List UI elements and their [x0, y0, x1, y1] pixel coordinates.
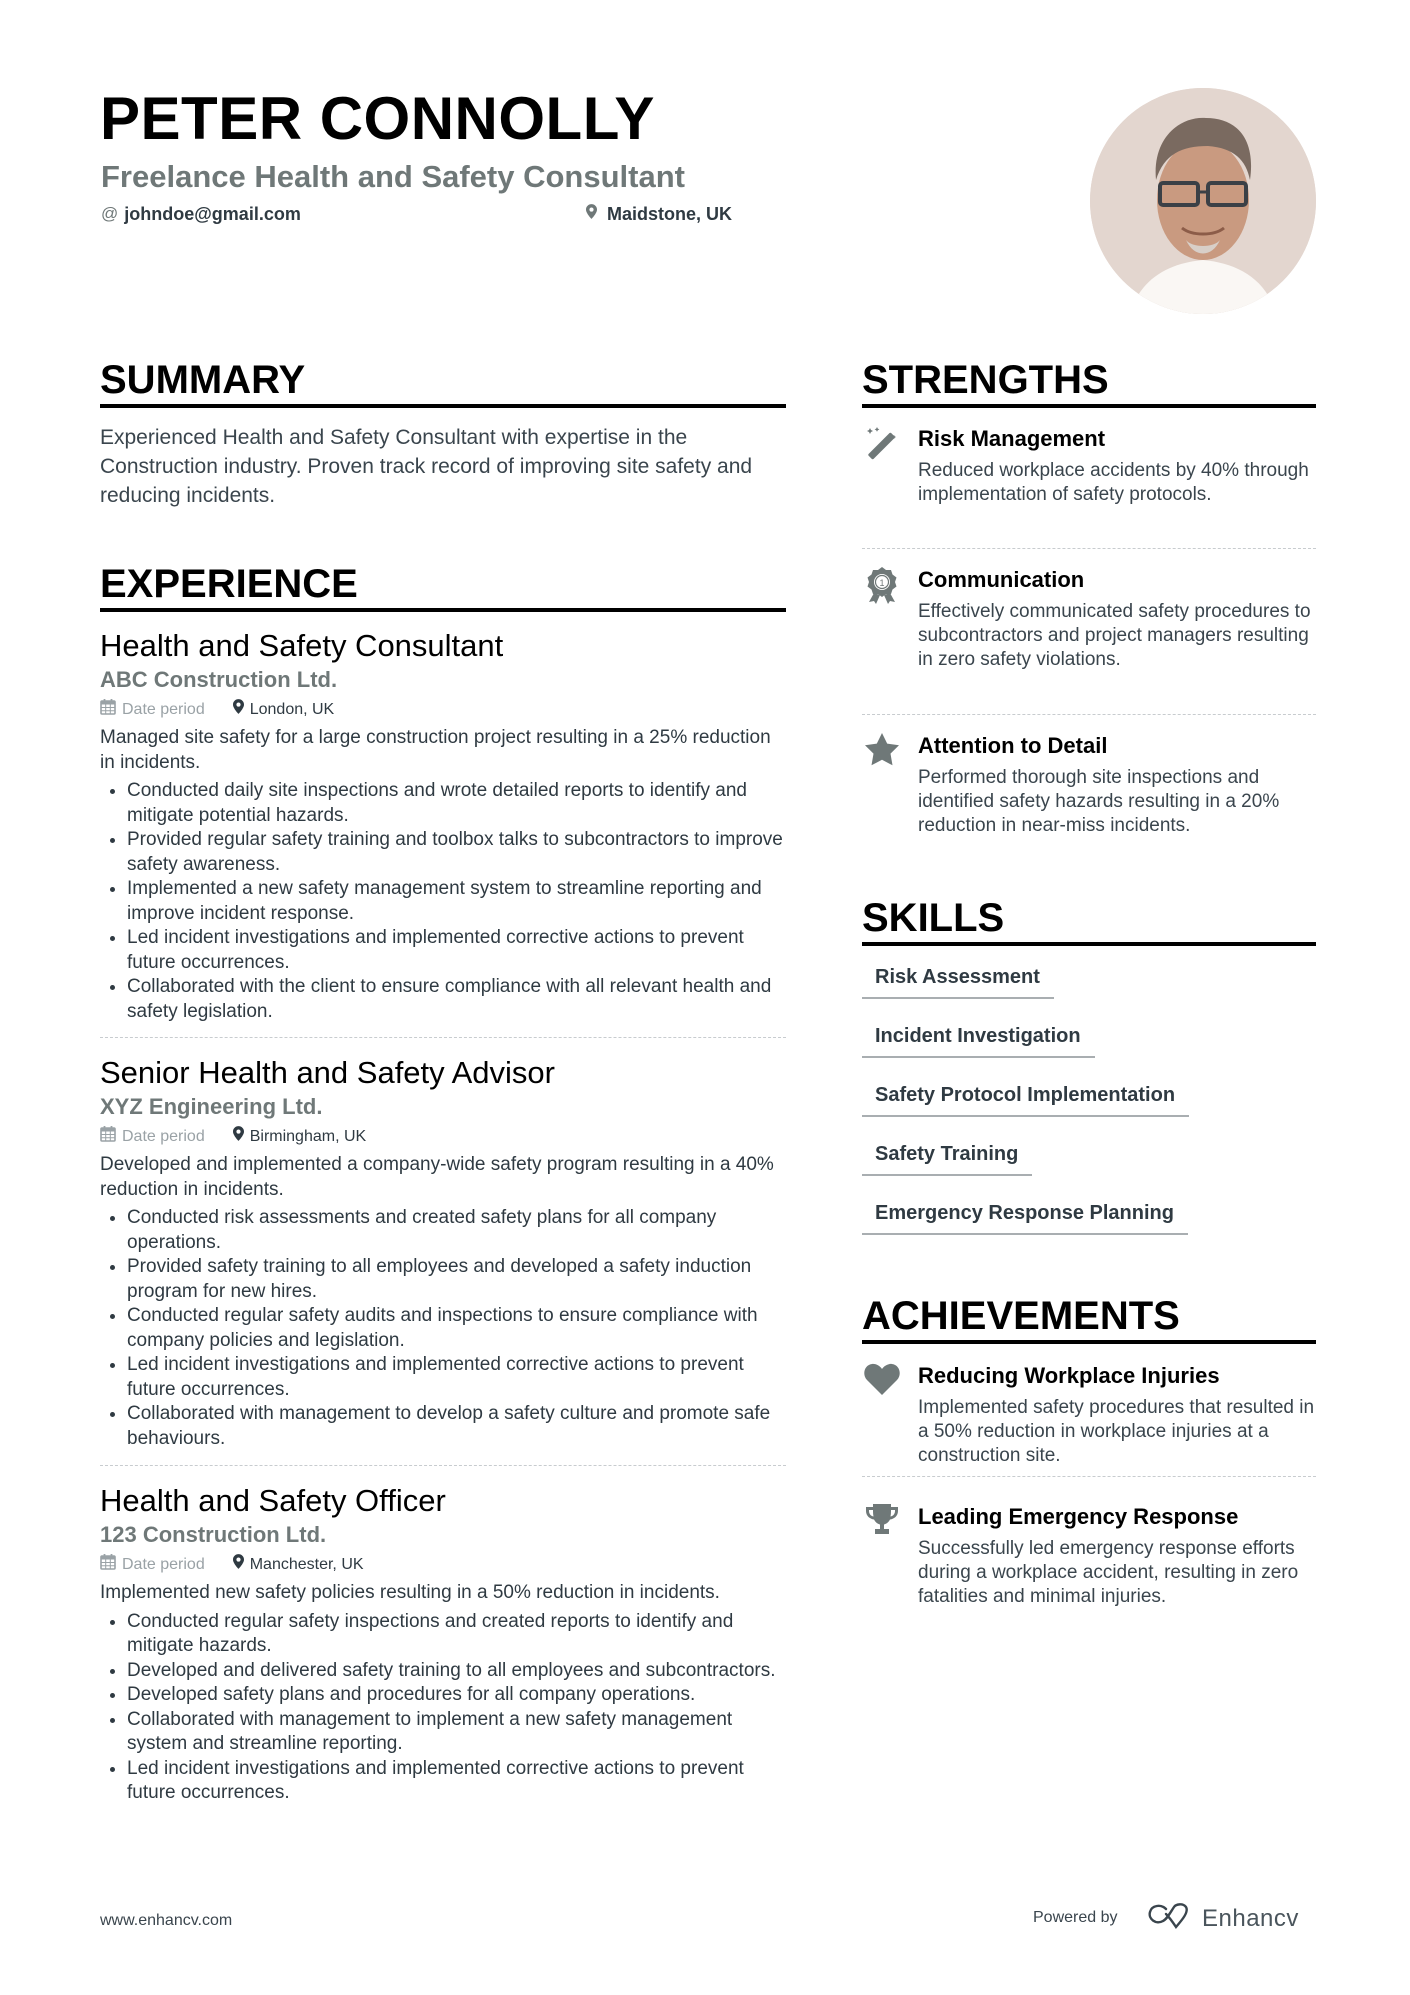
strength-text: Reduced workplace accidents by 40% through implementation of safety protocols. — [918, 460, 1309, 505]
email-text: johndoe@gmail.com — [124, 204, 301, 224]
experience-heading: EXPERIENCE — [100, 562, 358, 606]
enhancv-logo[interactable] — [1146, 1903, 1299, 1934]
strength-title: Risk Management — [918, 426, 1106, 451]
entry-divider — [100, 1037, 786, 1038]
trophy-icon — [862, 1503, 902, 1609]
skill-label: Risk Assessment — [862, 965, 1054, 999]
job-bullets — [100, 1206, 786, 1451]
powered-by-label: Powered by — [1033, 1909, 1118, 1926]
calendar-icon — [100, 1125, 116, 1149]
strengths-rule — [862, 404, 1316, 408]
calendar-icon — [100, 1553, 116, 1577]
star-icon — [862, 732, 902, 838]
footer-website-link[interactable]: www.enhancv.com — [100, 1912, 233, 1929]
skill-tag — [862, 1201, 1188, 1235]
bullet-item: • Led incident investigations and implemented corrective actions to prevent future occurrences. — [127, 1757, 786, 1806]
skills-rule — [862, 942, 1316, 946]
job-title: Health and Safety Officer — [100, 1483, 446, 1518]
bullet-item: • Conducted regular safety inspections and created reports to identify and mitigate hazards. — [127, 1610, 786, 1659]
experience-entry — [100, 1483, 786, 1806]
achievements-rule — [862, 1340, 1316, 1344]
candidate-title: Freelance Health and Safety Consultant — [101, 159, 685, 194]
summary-text: Experienced Health and Safety Consultant with expertise in the Construction industry. Proven track record of improving site safety and reducing incidents. — [100, 426, 753, 507]
skill-label: Emergency Response Planning — [862, 1201, 1188, 1235]
entry-divider — [100, 1465, 786, 1466]
bullet-item: • Conducted daily site inspections and wrote detailed reports to identify and mitigate potential hazards. — [127, 779, 786, 828]
skill-tag — [862, 1142, 1032, 1176]
award-ribbon-icon — [862, 566, 902, 672]
bullet-item: • Led incident investigations and implemented corrective actions to prevent future occurrences. — [127, 926, 786, 975]
item-divider — [862, 548, 1316, 549]
job-location: Birmingham, UK — [249, 1128, 367, 1145]
profile-photo — [1090, 88, 1316, 314]
job-bullets — [100, 1610, 786, 1806]
map-pin-icon — [233, 1126, 244, 1148]
achievement-title: Leading Emergency Response — [918, 1504, 1239, 1529]
bullet-item: • Collaborated with management to develop a safety culture and promote safe behaviours. — [127, 1402, 786, 1451]
achievement-text: Implemented safety procedures that resulted in a 50% reduction in workplace injuries at a construction site. — [918, 1397, 1315, 1466]
heart-icon — [862, 1362, 902, 1468]
skill-label: Safety Protocol Implementation — [862, 1083, 1189, 1117]
job-description: Managed site safety for a large construction project resulting in a 25% reduction in incidents. — [100, 727, 771, 773]
strength-title: Communication — [918, 567, 1085, 592]
map-pin-icon — [586, 202, 597, 226]
strength-text: Effectively communicated safety procedures to subcontractors and project managers resulting in zero safety violations. — [918, 601, 1311, 670]
achievements-heading: ACHIEVEMENTS — [862, 1294, 1180, 1338]
at-icon: @ — [101, 204, 119, 223]
bullet-item: • Developed safety plans and procedures for all company operations. — [127, 1683, 786, 1708]
candidate-name: PETER CONNOLLY — [100, 85, 655, 152]
calendar-icon — [100, 698, 116, 722]
bullet-item: • Conducted risk assessments and created safety plans for all company operations. — [127, 1206, 786, 1255]
svg-text:1: 1 — [879, 578, 885, 588]
experience-entry — [100, 1055, 786, 1451]
location-contact — [586, 202, 732, 226]
achievement-text: Successfully led emergency response efforts during a workplace accident, resulting in zero fatalities and minimal injuries. — [918, 1538, 1299, 1607]
strength-text: Performed thorough site inspections and identified safety hazards resulting in a 20% reduction in near-miss incidents. — [918, 767, 1280, 836]
job-title: Senior Health and Safety Advisor — [100, 1055, 555, 1090]
achievement-item — [862, 1362, 1316, 1468]
company-name: 123 Construction Ltd. — [100, 1522, 327, 1547]
skill-label: Incident Investigation — [862, 1024, 1095, 1058]
item-divider — [862, 1476, 1316, 1477]
bullet-item: • Implemented a new safety management system to streamline reporting and improve incident response. — [127, 877, 786, 926]
bullet-item: • Provided regular safety training and toolbox talks to subcontractors to improve safety awareness. — [127, 828, 786, 877]
skill-tag — [862, 965, 1054, 999]
strength-item — [862, 425, 1316, 507]
map-pin-icon — [233, 699, 244, 721]
job-location: London, UK — [249, 701, 335, 718]
company-name: XYZ Engineering Ltd. — [100, 1094, 323, 1119]
bullet-item: • Conducted regular safety audits and inspections to ensure compliance with company policies and legislation. — [127, 1304, 786, 1353]
location-text: Maidstone, UK — [607, 204, 733, 224]
summary-heading: SUMMARY — [100, 358, 306, 402]
summary-rule — [100, 404, 786, 408]
date-period: Date period — [122, 1556, 205, 1573]
map-pin-icon — [233, 1554, 244, 1576]
job-bullets — [100, 779, 786, 1024]
email-contact[interactable] — [101, 202, 301, 226]
company-name: ABC Construction Ltd. — [100, 667, 338, 692]
job-description: Implemented new safety policies resulting in a 50% reduction in incidents. — [100, 1582, 720, 1603]
bullet-item: • Developed and delivered safety training to all employees and subcontractors. — [127, 1659, 786, 1684]
strength-item — [862, 732, 1316, 838]
magic-wand-icon — [862, 425, 902, 507]
achievement-title: Reducing Workplace Injuries — [918, 1363, 1220, 1388]
strength-title: Attention to Detail — [918, 733, 1108, 758]
bullet-item: • Led incident investigations and implemented corrective actions to prevent future occurrences. — [127, 1353, 786, 1402]
experience-entry — [100, 628, 786, 1024]
skill-label: Safety Training — [862, 1142, 1032, 1176]
enhancv-brand: Enhancv — [1202, 1904, 1299, 1932]
strengths-heading: STRENGTHS — [862, 358, 1109, 402]
item-divider — [862, 714, 1316, 715]
skills-heading: SKILLS — [862, 896, 1005, 940]
date-period: Date period — [122, 1128, 205, 1145]
job-meta — [100, 1125, 786, 1149]
enhancv-infinity-icon — [1146, 1903, 1194, 1934]
achievement-item — [862, 1503, 1316, 1609]
date-period: Date period — [122, 701, 205, 718]
job-location: Manchester, UK — [249, 1556, 364, 1573]
experience-rule — [100, 608, 786, 612]
skill-tag — [862, 1083, 1189, 1117]
job-title: Health and Safety Consultant — [100, 628, 504, 663]
bullet-item: • Provided safety training to all employees and developed a safety induction program for new hires. — [127, 1255, 786, 1304]
bullet-item: • Collaborated with management to implement a new safety management system and streamline reporting. — [127, 1708, 786, 1757]
bullet-item: • Collaborated with the client to ensure compliance with all relevant health and safety legislation. — [127, 975, 786, 1024]
skill-tag — [862, 1024, 1095, 1058]
job-meta — [100, 698, 786, 722]
job-meta — [100, 1553, 786, 1577]
strength-item — [862, 566, 1316, 672]
job-description: Developed and implemented a company-wide safety program resulting in a 40% reduction in incidents. — [100, 1154, 774, 1200]
